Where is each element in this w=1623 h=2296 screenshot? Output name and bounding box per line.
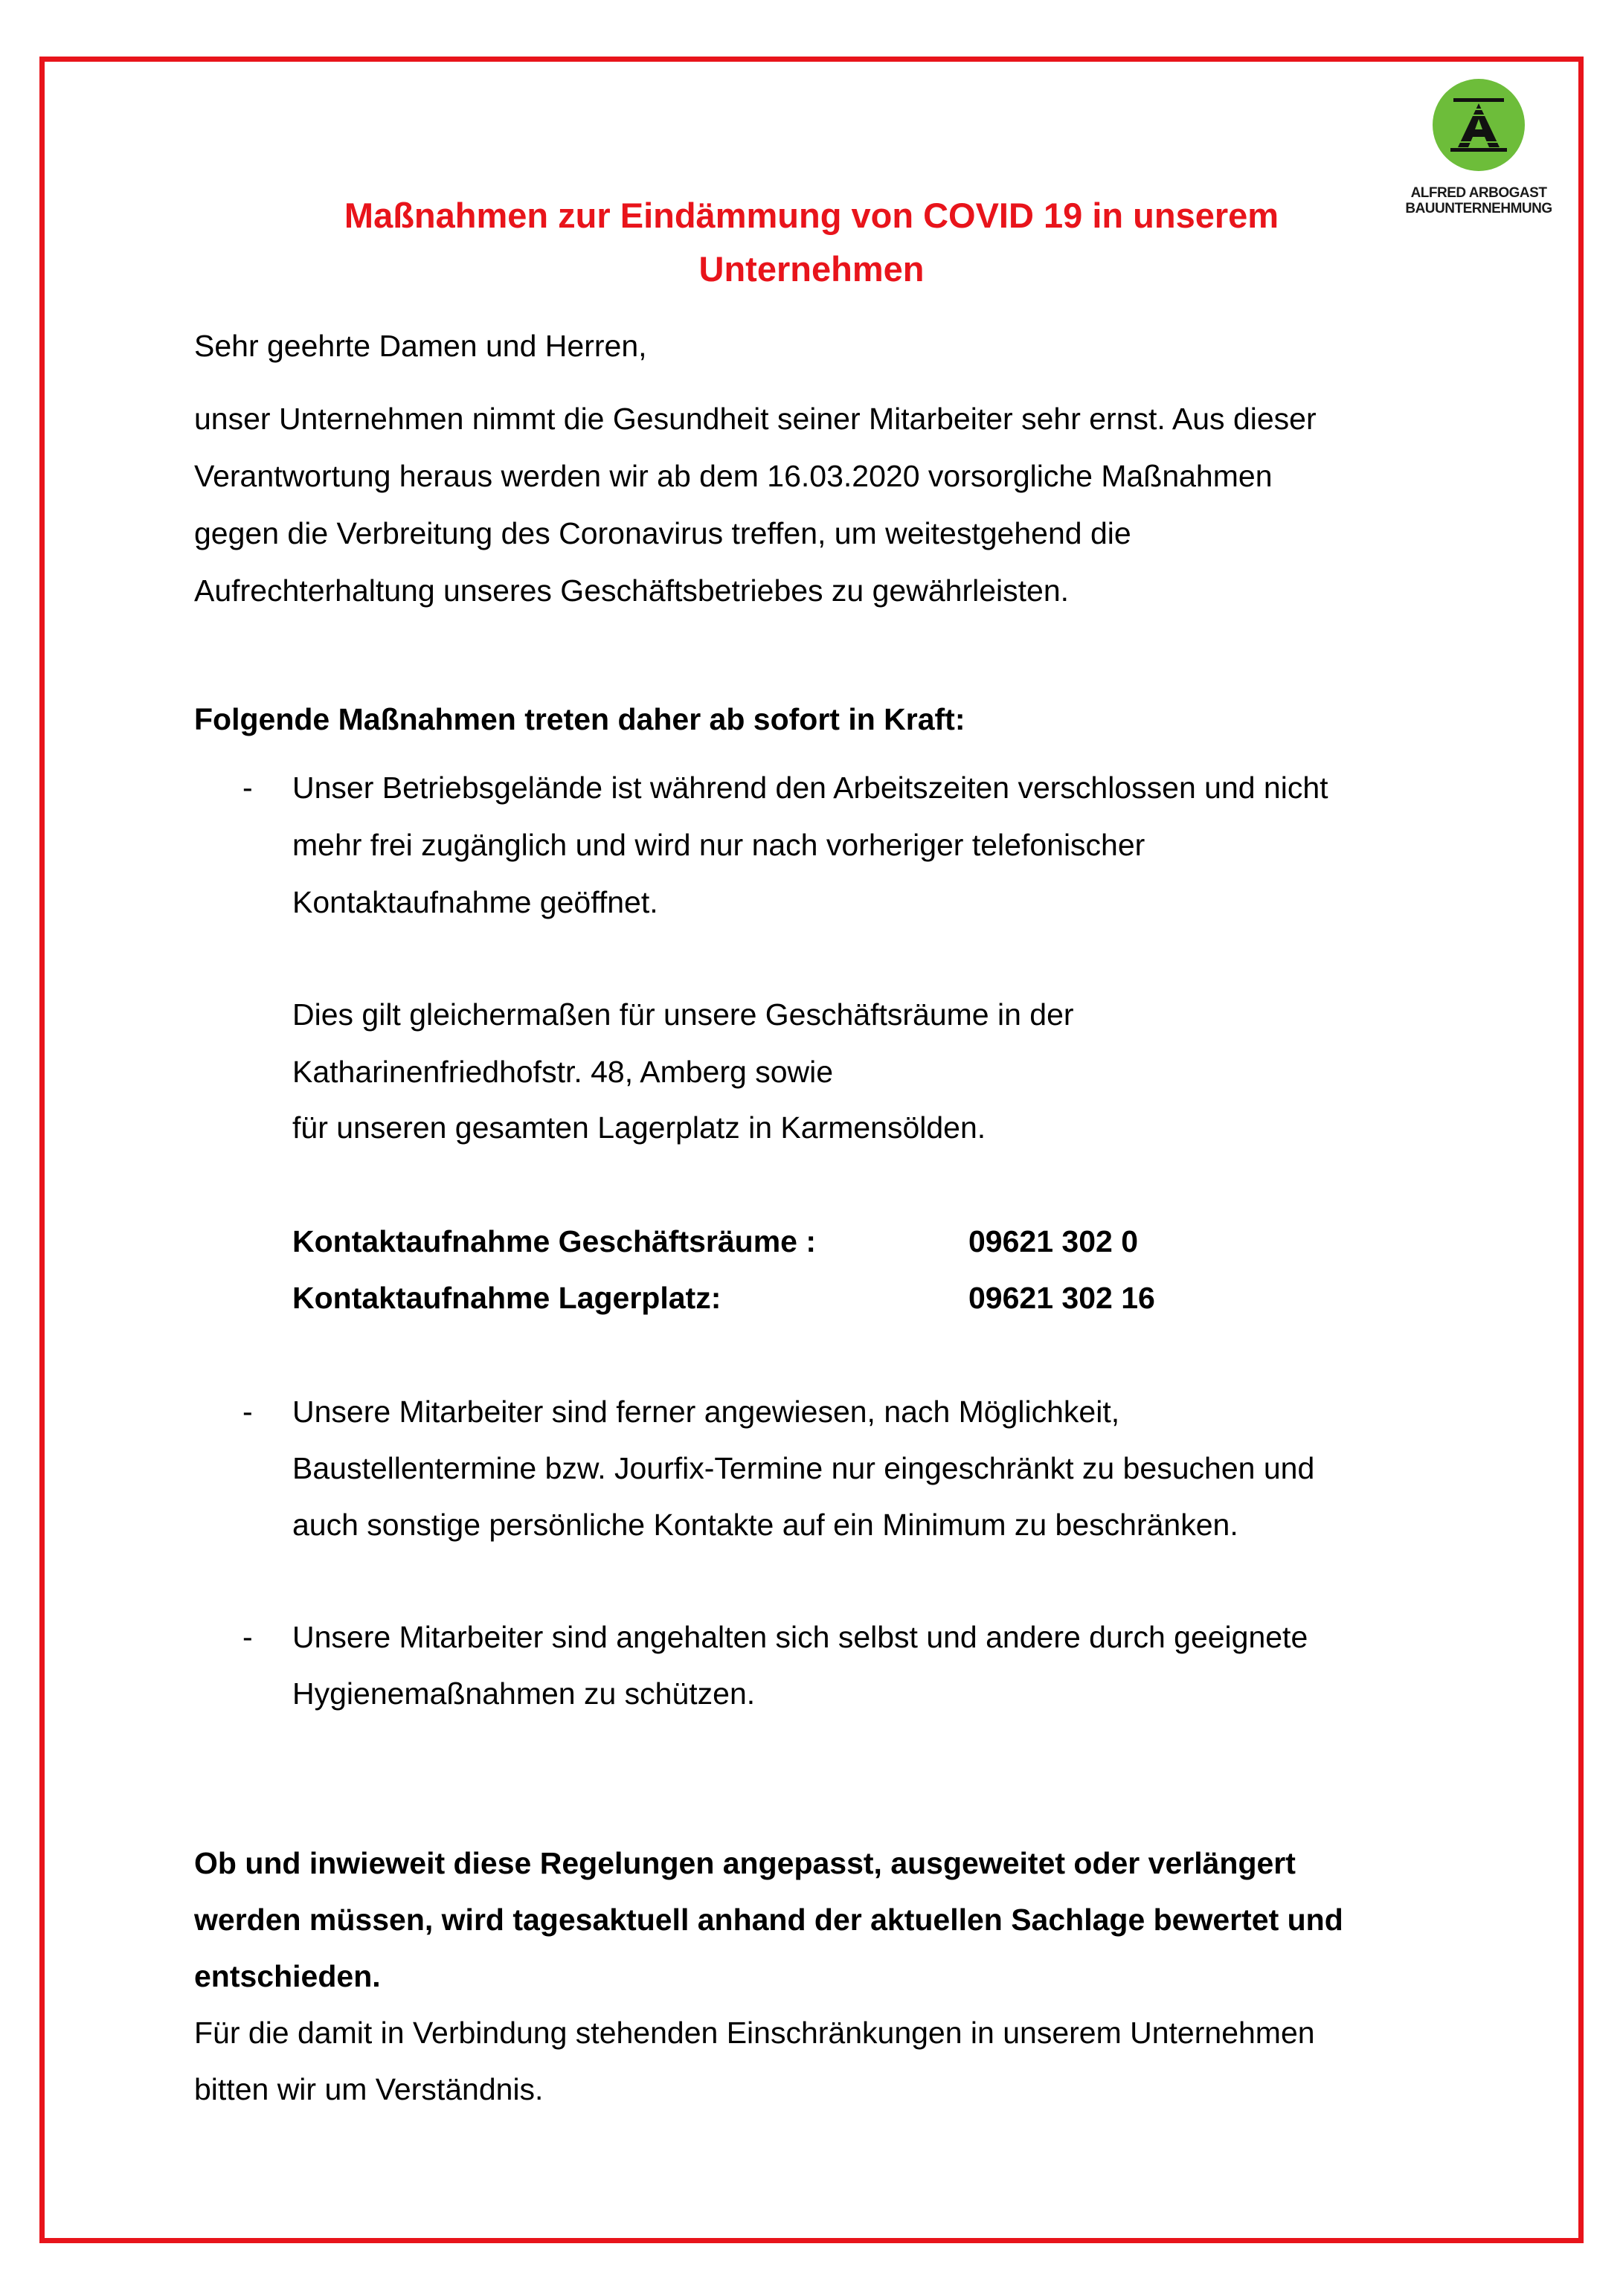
contact-label-office: Kontaktaufnahme Geschäftsräume : bbox=[292, 1224, 817, 1258]
bullet1-line-3: Kontaktaufnahme geöffnet. bbox=[292, 885, 658, 919]
bullet1-extra-line-2: Katharinenfriedhofstr. 48, Amberg sowie bbox=[292, 1055, 834, 1089]
logo-a-icon bbox=[1433, 79, 1525, 171]
closing-bold-line-2: werden müssen, wird tagesaktuell anhand der aktuellen Sachlage bewertet und bbox=[194, 1903, 1343, 1937]
logo-emblem bbox=[1433, 79, 1525, 171]
bullet3-line-1: Unsere Mitarbeiter sind angehalten sich selbst und andere durch geeignete bbox=[292, 1620, 1308, 1654]
contact-label-yard: Kontaktaufnahme Lagerplatz: bbox=[292, 1281, 721, 1315]
contact-phone-yard: 09621 302 16 bbox=[968, 1281, 1155, 1315]
bullet1-line-1: Unser Betriebsgelände ist während den Arbeitszeiten verschlossen und nicht bbox=[292, 771, 1328, 805]
intro-line-1: unser Unternehmen nimmt die Gesundheit seiner Mitarbeiter sehr ernst. Aus dieser bbox=[194, 402, 1317, 436]
closing-bold-line-1: Ob und inwieweit diese Regelungen angepasst, ausgeweitet oder verlängert bbox=[194, 1846, 1296, 1880]
bullet-marker: - bbox=[242, 771, 253, 805]
title-line-1: Maßnahmen zur Eindämmung von COVID 19 in unserem bbox=[344, 196, 1279, 235]
intro-line-4: Aufrechterhaltung unseres Geschäftsbetriebes zu gewährleisten. bbox=[194, 573, 1070, 608]
bullet2-line-1: Unsere Mitarbeiter sind ferner angewiesen, nach Möglichkeit, bbox=[292, 1395, 1120, 1429]
salutation: Sehr geehrte Damen und Herren, bbox=[194, 329, 647, 363]
company-logo bbox=[1404, 79, 1553, 228]
bullet-marker: - bbox=[242, 1395, 253, 1429]
bullet3-line-2: Hygienemaßnahmen zu schützen. bbox=[292, 1676, 756, 1711]
contact-phone-office: 09621 302 0 bbox=[968, 1224, 1139, 1258]
bullet1-extra-line-1: Dies gilt gleichermaßen für unsere Geschäftsräume in der bbox=[292, 997, 1074, 1032]
intro-line-3: gegen die Verbreitung des Coronavirus treffen, um weitestgehend die bbox=[194, 516, 1131, 550]
intro-line-2: Verantwortung heraus werden wir ab dem 16.03.2020 vorsorgliche Maßnahmen bbox=[194, 459, 1273, 493]
bullet1-extra-line-3: für unseren gesamten Lagerplatz in Karmensölden. bbox=[292, 1110, 986, 1145]
closing-bold-line-3: entschieden. bbox=[194, 1959, 381, 1993]
title-line-2: Unternehmen bbox=[698, 249, 925, 289]
logo-company-type: BAUUNTERNEHMUNG bbox=[1405, 201, 1552, 216]
bullet1-line-2: mehr frei zugänglich und wird nur nach vorheriger telefonischer bbox=[292, 828, 1145, 862]
bullet-marker: - bbox=[242, 1620, 253, 1654]
closing-line-1: Für die damit in Verbindung stehenden Einschränkungen in unserem Unternehmen bbox=[194, 2016, 1315, 2050]
bullet2-line-2: Baustellentermine bzw. Jourfix-Termine nur eingeschränkt zu besuchen und bbox=[292, 1451, 1315, 1485]
bullet2-line-3: auch sonstige persönliche Kontakte auf ein Minimum zu beschränken. bbox=[292, 1508, 1238, 1542]
logo-company-name: ALFRED ARBOGAST bbox=[1410, 185, 1547, 201]
measures-heading: Folgende Maßnahmen treten daher ab sofort in Kraft: bbox=[194, 702, 965, 736]
closing-line-2: bitten wir um Verständnis. bbox=[194, 2072, 544, 2106]
document-title bbox=[223, 189, 1400, 296]
